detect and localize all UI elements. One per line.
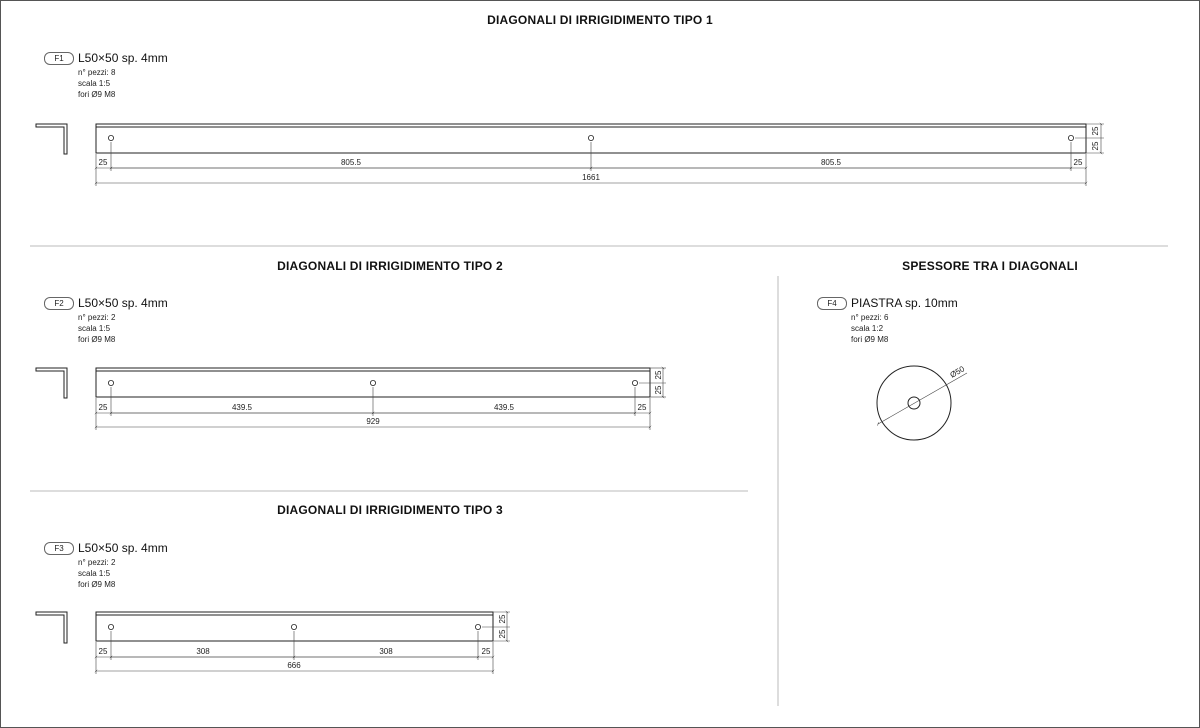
part-tag-f1: F1 [44,52,74,65]
dim-f2-height-top: 25 [654,370,663,380]
dim-f1-span-2: 805.5 [820,158,842,167]
dim-f3-span-1: 308 [196,647,210,656]
angle-section-f1 [36,124,67,154]
section-title-tipo-1: DIAGONALI DI IRRIGIDIMENTO TIPO 1 [487,13,713,27]
hole-f3-right [475,624,480,629]
angle-section-f3 [36,612,67,643]
dim-f2-height-bottom: 25 [654,385,663,395]
dim-f2-total: 929 [366,417,380,426]
bar-f3 [96,612,493,641]
angle-section-f2 [36,368,67,398]
hole-f2-left [108,380,113,385]
dim-f3-span-2: 308 [379,647,393,656]
dim-f4-diameter: Ø50 [948,364,967,380]
part-info-f4-quantity: n° pezzi: 6 [851,313,889,322]
dim-f1-edge-left: 25 [98,158,108,167]
part-info-f4-holes: fori Ø9 M8 [851,335,889,344]
plate-hole [908,397,920,409]
part-info-f2-quantity: n° pezzi: 2 [78,313,116,322]
dim-f2-edge-right: 25 [637,403,647,412]
dim-f3-total: 666 [287,661,301,670]
dim-f3-edge-left: 25 [98,647,108,656]
dim-f2-span-1: 439.5 [231,403,253,412]
part-info-f2-holes: fori Ø9 M8 [78,335,116,344]
hole-f2-right [632,380,637,385]
part-info-f1-scale: scala 1:5 [78,79,111,88]
dim-f1-height-top: 25 [1091,126,1100,136]
hole-f3-center [291,624,296,629]
hole-f2-center [370,380,375,385]
part-info-f3-quantity: n° pezzi: 2 [78,558,116,567]
dim-f2-span-2: 439.5 [493,403,515,412]
dim-f2-edge-left: 25 [98,403,108,412]
part-description-f3: L50×50 sp. 4mm [78,541,168,555]
dim-f1-height-bottom: 25 [1091,141,1100,151]
part-info-f1-quantity: n° pezzi: 8 [78,68,116,77]
hole-f1-left [108,135,113,140]
part-info-f2-scale: scala 1:5 [78,324,111,333]
dim-f1-span-1: 805.5 [340,158,362,167]
part-info-f1-holes: fori Ø9 M8 [78,90,116,99]
section-title-spessore: SPESSORE TRA I DIAGONALI [902,259,1078,273]
hole-f1-right [1068,135,1073,140]
dim-f3-height-bottom: 25 [498,629,507,639]
part-description-f2: L50×50 sp. 4mm [78,296,168,310]
section-title-tipo-2: DIAGONALI DI IRRIGIDIMENTO TIPO 2 [277,259,503,273]
dim-f3-height-top: 25 [498,614,507,624]
dim-f3-edge-right: 25 [481,647,491,656]
part-description-f1: L50×50 sp. 4mm [78,51,168,65]
part-description-f4: PIASTRA sp. 10mm [851,296,958,310]
part-info-f3-scale: scala 1:5 [78,569,111,578]
hole-f3-left [108,624,113,629]
dim-f1-edge-right: 25 [1073,158,1083,167]
part-info-f3-holes: fori Ø9 M8 [78,580,116,589]
hole-f1-center [588,135,593,140]
part-info-f4-scale: scala 1:2 [851,324,884,333]
dim-f1-total: 1661 [582,173,600,182]
part-tag-f2: F2 [44,297,74,310]
part-tag-f3: F3 [44,542,74,555]
section-title-tipo-3: DIAGONALI DI IRRIGIDIMENTO TIPO 3 [277,503,503,517]
part-tag-f4: F4 [817,297,847,310]
